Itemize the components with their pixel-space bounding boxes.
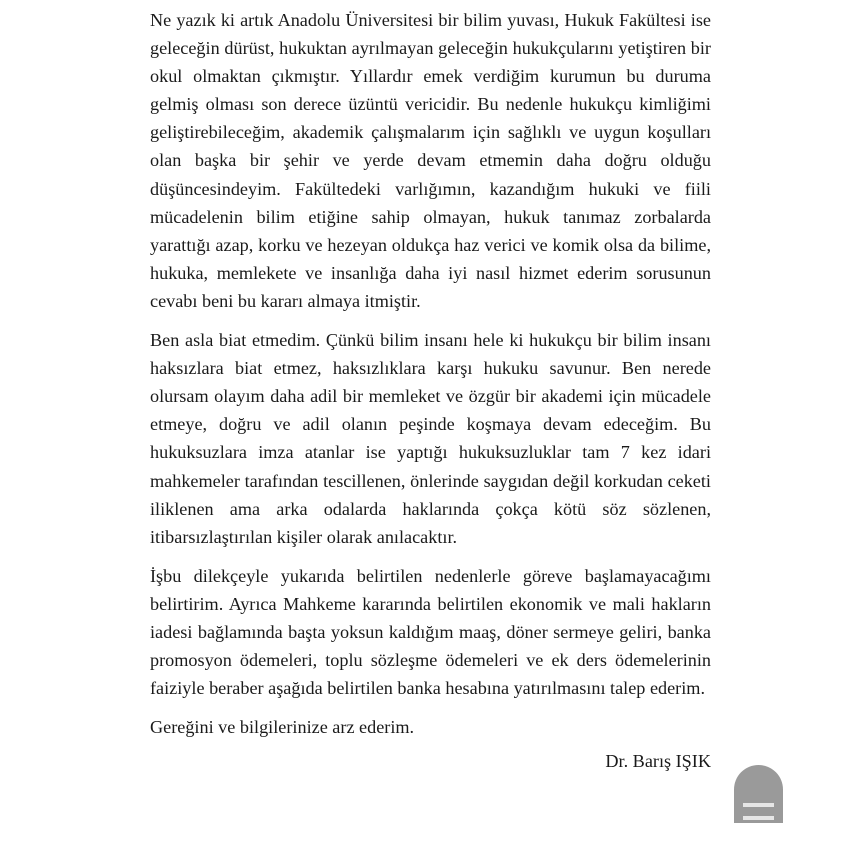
signature: Dr. Barış IŞIK: [605, 751, 711, 772]
paragraph-2: Ben asla biat etmedim. Çünkü bilim insanı hele ki hukukçu bir bilim insanı haksızlara biat etmez, haksızlıklara karşı hukuku savunur. Ben nerede olursam olayım daha adil bir memleket ve özgür bir akademi için mücadele etmeye, doğru ve adil olanın peşinde koşmaya devam edeceğim. Bu hukuksuzlara imza atanlar ise yaptığı hukuksuzluklar tam 7 kez idari mahkemeler tarafından tescillenen, önlerinde saygıdan değil korkudan ceketi iliklenen ama arka odalarda haklarında çokça kötü söz sözlenen, itibarsızlaştırılan kişiler olarak anılacaktır.: [150, 330, 711, 547]
handle-bar: [743, 803, 774, 807]
document-page: [150, 6, 711, 775]
closing-line: Gereğini ve bilgilerinize arz ederim.: [150, 717, 415, 738]
paragraph-3: İşbu dilekçeyle yukarıda belirtilen nedenlerle göreve başlamayacağımı belirtirim. Ayrıca Mahkeme kararında belirtilen ekonomik ve mali hakların iadesi bağlamında başta yoksun kaldığım maaş, döner sermeye geliri, banka promosyon ödemeleri, toplu sözleşme ödemeleri ve ek ders ödemelerinin faiziyle beraber aşağıda belirtilen banka hesabına yatırılmasını talep ederim.: [150, 565, 711, 699]
collapse-handle-icon[interactable]: [734, 765, 783, 823]
paragraph-1: Ne yazık ki artık Anadolu Üniversitesi bir bilim yuvası, Hukuk Fakültesi ise geleceğin dürüst, hukuktan ayrılmayan geleceğin hukukçularını yetiştiren bir okul olmaktan çıkmıştır. Yıllardır emek verdiğim kurumun bu duruma gelmiş olması son derece üzüntü vericidir. Bu nedenle hukukçu kimliğimi geliştirebileceğim, akademik çalışmalarım için sağlıklı ve uygun koşulları olan başka bir şehir ve yerde devam etmemin daha doğru olduğu düşüncesindeyim. Fakültedeki varlığımın, kazandığım hukuki ve fiili mücadelenin bilim etiğine sahip olmayan, hukuk tanımaz zorbalarda yarattığı azap, korku ve hezeyan oldukça haz verici ve komik olsa da bilime, hukuka, memlekete ve insanlığa daha iyi nasıl hizmet ederim sorusunun cevabı beni bu kararı almaya itmiştir.: [150, 10, 711, 311]
handle-bar: [743, 816, 774, 820]
